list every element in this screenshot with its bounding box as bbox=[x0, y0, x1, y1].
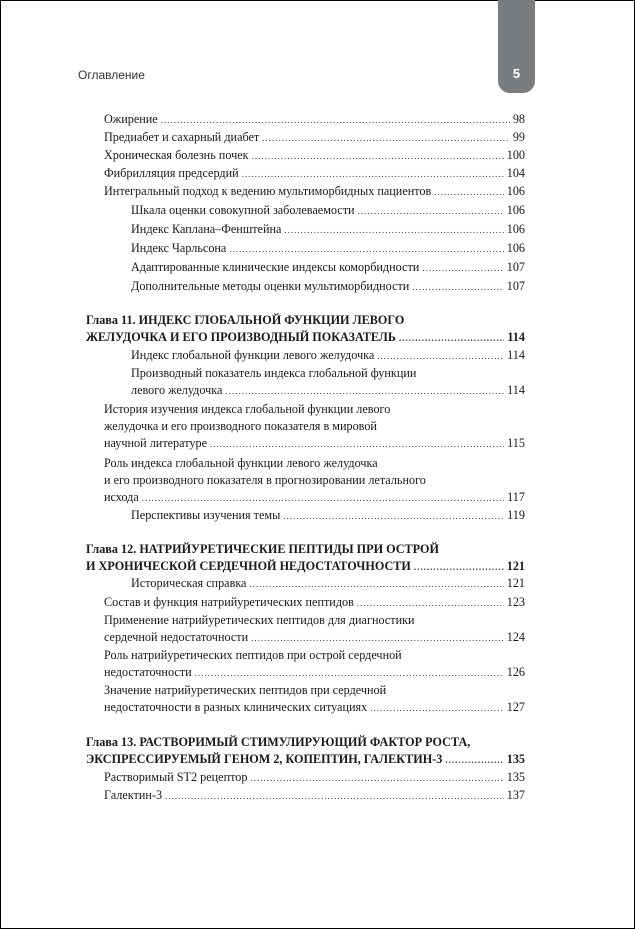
toc-entry-title: Хроническая болезнь почек bbox=[104, 148, 249, 162]
toc-entry[interactable] bbox=[131, 575, 525, 593]
toc-entry-title: И ХРОНИЧЕСКОЙ СЕРДЕЧНОЙ НЕДОСТАТОЧНОСТИ bbox=[86, 559, 411, 573]
toc-page-number: 99 bbox=[512, 130, 525, 144]
leader-dots bbox=[399, 330, 504, 347]
toc-page-number: 114 bbox=[507, 330, 525, 344]
toc-entry-line: Роль натрийуретических пептидов при острой сердечной bbox=[104, 648, 402, 662]
leader-dots bbox=[252, 148, 504, 165]
toc-entry-title: Индекс Чарльсона bbox=[131, 241, 227, 255]
toc-page-number: 127 bbox=[506, 700, 525, 714]
toc-entry-title: Дополнительные методы оценки мультиморбидности bbox=[131, 279, 410, 293]
toc-entry[interactable] bbox=[104, 769, 525, 787]
toc-entry-line: Глава 12. НАТРИЙУРЕТИЧЕСКИЕ ПЕПТИДЫ ПРИ ОСТРОЙ bbox=[86, 542, 439, 556]
leader-dots bbox=[422, 260, 503, 277]
toc-entry-line: Глава 11. ИНДЕКС ГЛОБАЛЬНОЙ ФУНКЦИИ ЛЕВОГО bbox=[86, 313, 405, 327]
toc-entry-title: научной литературе bbox=[104, 436, 208, 450]
toc-entry-title: Адаптированные клинические индексы коморбидности bbox=[131, 260, 420, 274]
toc-entry[interactable] bbox=[104, 647, 525, 682]
toc-page-number: 106 bbox=[506, 184, 525, 198]
toc-entry-title: Фибрилляция предсердий bbox=[104, 166, 239, 180]
toc-entry-title: левого желудочка bbox=[131, 383, 223, 397]
toc-entry-title: Интегральный подход к ведению мультиморбидных пациентов bbox=[104, 184, 432, 198]
page-number: 5 bbox=[512, 66, 521, 81]
toc-page-number: 106 bbox=[506, 241, 525, 255]
toc-entry[interactable] bbox=[131, 347, 525, 365]
toc-entry-title: Галектин-3 bbox=[104, 788, 163, 802]
leader-dots bbox=[357, 595, 504, 612]
leader-dots bbox=[142, 490, 504, 507]
toc-entry[interactable] bbox=[104, 183, 525, 201]
leader-dots bbox=[377, 348, 504, 365]
toc-entry-line: Применение натрийуретических пептидов для диагностики bbox=[104, 613, 415, 627]
toc-chapter[interactable] bbox=[86, 734, 525, 769]
leader-dots bbox=[414, 559, 504, 576]
toc-entry-title: Перспективы изучения темы bbox=[131, 508, 281, 522]
toc-page-number: 123 bbox=[506, 595, 525, 609]
leader-dots bbox=[358, 203, 504, 220]
toc-entry-title: исхода bbox=[104, 490, 139, 504]
toc-entry[interactable] bbox=[104, 455, 525, 507]
toc-entry-line: желудочка и его производного показателя в мировой bbox=[104, 419, 377, 433]
leader-dots bbox=[370, 700, 504, 717]
toc-page-number: 137 bbox=[506, 788, 525, 802]
leader-dots bbox=[284, 222, 503, 239]
toc-page-number: 135 bbox=[506, 752, 525, 766]
toc-page-number: 107 bbox=[506, 279, 525, 293]
leader-dots bbox=[165, 788, 504, 805]
toc-entry-title: Растворимый ST2 рецептор bbox=[104, 770, 248, 784]
toc-page-number: 121 bbox=[506, 576, 525, 590]
running-header: Оглавление bbox=[78, 68, 145, 82]
toc-entry-line: и его производного показателя в прогнозировании летального bbox=[104, 473, 426, 487]
toc-entry[interactable] bbox=[131, 202, 525, 220]
toc-entry-title: Индекс Каплана–Фенштейна bbox=[131, 222, 282, 236]
toc-page-number: 135 bbox=[506, 770, 525, 784]
toc-entry[interactable] bbox=[104, 129, 525, 147]
toc-entry-title: ЭКСПРЕССИРУЕМЫЙ ГЕНОМ 2, КОПЕПТИН, ГАЛЕКТИН-3 bbox=[86, 752, 443, 766]
toc-entry-title: Шкала оценки совокупной заболеваемости bbox=[131, 203, 355, 217]
toc-page-number: 106 bbox=[506, 222, 525, 236]
leader-dots bbox=[210, 436, 504, 453]
toc-entry[interactable] bbox=[131, 278, 525, 296]
leader-dots bbox=[262, 130, 510, 147]
toc-entry[interactable] bbox=[131, 365, 525, 400]
toc-entry-title: недостаточности bbox=[104, 665, 192, 679]
toc-page-number: 114 bbox=[507, 383, 525, 397]
leader-dots bbox=[434, 184, 503, 201]
toc-entry-title: Состав и функция натрийуретических пептидов bbox=[104, 595, 354, 609]
toc-page-number: 115 bbox=[507, 436, 525, 450]
toc-entry-title: сердечной недостаточности bbox=[104, 630, 249, 644]
toc-page-number: 98 bbox=[512, 112, 525, 126]
leader-dots bbox=[195, 665, 504, 682]
toc-entry[interactable] bbox=[104, 682, 525, 717]
toc-page-number: 117 bbox=[507, 490, 525, 504]
toc-page-number: 100 bbox=[506, 148, 525, 162]
toc-page-number: 114 bbox=[507, 348, 525, 362]
toc-entry-title: недостаточности в разных клинических ситуациях bbox=[104, 700, 368, 714]
toc-entry[interactable] bbox=[131, 240, 525, 258]
leader-dots bbox=[225, 383, 504, 400]
toc-page-number: 121 bbox=[506, 559, 525, 573]
page-tab bbox=[498, 0, 535, 93]
toc-entry-title: Ожирение bbox=[104, 112, 158, 126]
toc-entry-title: ЖЕЛУДОЧКА И ЕГО ПРОИЗВОДНЫЙ ПОКАЗАТЕЛЬ bbox=[86, 330, 396, 344]
toc-entry-line: Значение натрийуретических пептидов при сердечной bbox=[104, 683, 387, 697]
toc-entry[interactable] bbox=[104, 612, 525, 647]
toc-page-number: 119 bbox=[507, 508, 525, 522]
leader-dots bbox=[229, 241, 503, 258]
leader-dots bbox=[249, 576, 503, 593]
toc-page-number: 126 bbox=[506, 665, 525, 679]
toc-entry[interactable] bbox=[131, 507, 525, 525]
leader-dots bbox=[445, 752, 503, 769]
toc-entry[interactable] bbox=[131, 221, 525, 239]
leader-dots bbox=[412, 279, 503, 296]
leader-dots bbox=[283, 508, 504, 525]
toc-entry-title: Историческая справка bbox=[131, 576, 247, 590]
toc-entry-title: Индекс глобальной функции левого желудочка bbox=[131, 348, 375, 362]
toc-chapter[interactable] bbox=[86, 312, 525, 347]
toc-entry-line: Производный показатель индекса глобальной функции bbox=[131, 366, 417, 380]
toc-entry-line: Роль индекса глобальной функции левого желудочка bbox=[104, 456, 378, 470]
leader-dots bbox=[161, 112, 510, 129]
toc-entry[interactable] bbox=[104, 787, 525, 805]
toc-entry[interactable] bbox=[104, 401, 525, 453]
leader-dots bbox=[251, 630, 504, 647]
toc-entry[interactable] bbox=[104, 147, 525, 165]
toc-entry[interactable] bbox=[104, 111, 525, 129]
toc-page-number: 107 bbox=[506, 260, 525, 274]
toc-page-number: 106 bbox=[506, 203, 525, 217]
toc-entry[interactable] bbox=[104, 165, 525, 183]
toc-page-number: 124 bbox=[506, 630, 525, 644]
leader-dots bbox=[250, 770, 503, 787]
toc-entry-title: Предиабет и сахарный диабет bbox=[104, 130, 260, 144]
leader-dots bbox=[242, 166, 504, 183]
toc-entry[interactable] bbox=[131, 259, 525, 277]
toc-entry[interactable] bbox=[104, 594, 525, 612]
toc-entry-line: История изучения индекса глобальной функции левого bbox=[104, 402, 391, 416]
toc-page-number: 104 bbox=[506, 166, 525, 180]
toc-entry-line: Глава 13. РАСТВОРИМЫЙ СТИМУЛИРУЮЩИЙ ФАКТОР РОСТА, bbox=[86, 735, 471, 749]
toc-chapter[interactable] bbox=[86, 541, 525, 576]
